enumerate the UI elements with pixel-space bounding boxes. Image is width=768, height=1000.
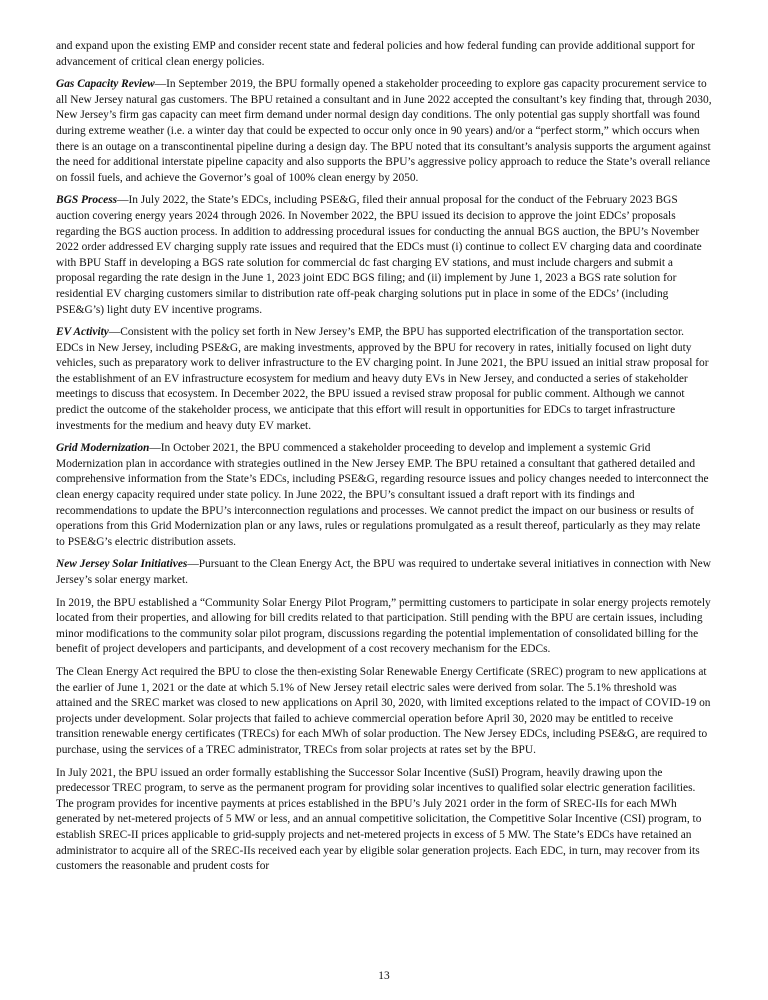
run-in-heading: New Jersey Solar Initiatives xyxy=(56,558,188,571)
paragraph-ev-activity xyxy=(56,325,712,434)
page-number: 13 xyxy=(378,970,390,982)
paragraph-emp-continuation xyxy=(56,39,712,70)
paragraph-text: The Clean Energy Act required the BPU to close the then-existing Solar Renewable Energy Certificate (SREC) program to new applications at the earlier of June 1, 2021 or the date at which 5.1% of New Jersey retail electric sales were derived from solar. The 5.1% threshold was attained and the SREC market was closed to new applications on April 30, 2020, with limited exceptions related to the impact of COVID-19 on projects under development. Solar projects that failed to achieve commercial operation before April 30, 2020 may be entitled to receive transition renewable energy certificates (TRECs) for each MWh of solar production. The New Jersey EDCs, including PSE&G, are required to purchase, using the services of a TREC administrator, TRECs from solar projects at rates set by the BPU. xyxy=(56,665,711,756)
paragraph-text: —In July 2022, the State’s EDCs, including PSE&G, filed their annual proposal for the conduct of the February 2023 BGS auction covering energy years 2024 through 2026. In November 2022, the BPU issued its decision to approve the joint EDCs’ proposals regarding the BGS auction process. In addition to addressing procedural issues for conducting the annual BGS auction, the BPU’s November 2022 order addressed EV charging supply rate issues and required that the EDCs must (i) continue to collect EV charging data and coordinate with BPU Staff in developing a BGS rate solution for commercial dc fast charging EV stations, and must include chargers and submit a proposal regarding the rate design in the June 1, 2023 joint EDC BGS filing; and (ii) implement by June 1, 2023 a BGS rate solution for residential EV charging customers similar to distribution rate off-peak charging solutions put in place in some of the EDCs’ (including PSE&G’s) light duty EV incentive programs. xyxy=(56,194,702,316)
paragraph-text: —Pursuant to the Clean Energy Act, the BPU was required to undertake several initiatives in connection with New Jersey’s solar energy market. xyxy=(56,558,711,586)
run-in-heading: Grid Modernization xyxy=(56,442,150,455)
paragraph-srec-program xyxy=(56,665,712,759)
document-page xyxy=(56,39,712,882)
paragraph-text: —Consistent with the policy set forth in New Jersey’s EMP, the BPU has supported electrification of the transportation sector. EDCs in New Jersey, including PSE&G, are making investments, approved by the BPU for recovery in rates, initially focused on light duty vehicles, such as preparatory work to deliver infrastructure to the EV charging point. In June 2021, the BPU issued an initial straw proposal for the establishment of an EV infrastructure ecosystem for medium and heavy duty EVs in New Jersey, and conducted a series of stakeholder meetings to discuss that ecosystem. In December 2022, the BPU issued a revised straw proposal for public comment. Although we cannot predict the outcome of the stakeholder process, we anticipate that this effort will result in opportunities for EDCs to target infrastructure investments for the medium and heavy duty EV market. xyxy=(56,326,709,432)
run-in-heading: EV Activity xyxy=(56,326,109,339)
paragraph-susi-program xyxy=(56,766,712,875)
paragraph-text: In 2019, the BPU established a “Community Solar Energy Pilot Program,” permitting customers to participate in solar energy projects remotely located from their properties, and allowing for bill credits related to that participation. Still pending with the BPU are certain issues, including minor modifications to the community solar pilot program, discussions regarding the potential implementation of consolidated billing for the benefit of project developers and participants, and development of a cost recovery mechanism for the EDCs. xyxy=(56,596,711,656)
run-in-heading: BGS Process xyxy=(56,194,118,207)
paragraph-grid-modernization xyxy=(56,441,712,550)
paragraph-gas-capacity-review xyxy=(56,77,712,186)
paragraph-nj-solar-initiatives xyxy=(56,557,712,588)
paragraph-text: In July 2021, the BPU issued an order formally establishing the Successor Solar Incentive (SuSI) Program, heavily drawing upon the predecessor TREC program, to serve as the permanent program for providing solar incentives to qualified solar electric generation facilities. The program provides for incentive payments at prices established in the BPU’s July 2021 order in the form of SREC-IIs for each MWh generated by net-metered projects of 5 MW or less, and an annual competitive solicitation, the Competitive Solar Incentive (CSI) program, to establish SREC-II prices applicable to grid-supply projects and net-metered projects in excess of 5 MW. The State’s EDCs have retained an administrator to acquire all of the SREC-IIs received each year by eligible solar generation projects. Each EDC, in turn, may recover from its customers the reasonable and prudent costs for xyxy=(56,766,702,873)
paragraph-community-solar xyxy=(56,596,712,658)
paragraph-text: and expand upon the existing EMP and consider recent state and federal policies and how federal funding can provide additional support for advancement of critical clean energy policies. xyxy=(56,40,695,68)
paragraph-text: —In September 2019, the BPU formally opened a stakeholder proceeding to explore gas capacity procurement service to all New Jersey natural gas customers. The BPU retained a consultant and in June 2022 accepted the consultant’s key finding that, through 2030, New Jersey’s firm gas capacity can meet firm demand under normal design day conditions. The only potential gas supply shortfall was found during extreme weather (i.e. a winter day that could be expected to occur only once in 90 years) and/or a “perfect storm,” which occurs when there is an outage on a transcontinental pipeline during a design day. The BPU noted that its consultant’s analysis supports the argument against the need for additional interstate pipeline capacity and also supports the BPU’s aggressive policy approach to reduce the State’s overall reliance on fossil fuels, and achieve the Governor’s goal of 100% clean energy by 2050. xyxy=(56,78,712,184)
paragraph-text: —In October 2021, the BPU commenced a stakeholder proceeding to develop and implement a systemic Grid Modernization plan in accordance with strategies outlined in the New Jersey EMP. The BPU retained a consultant that gathered detailed and comprehensive information from the State’s EDCs, including PSE&G, regarding resource issues and policy changes needed to interconnect the clean energy capacity required under state policy. In June 2022, the BPU’s consultant issued a draft report with its findings and recommendations to update the BPU’s interconnection regulations and processes. We cannot predict the impact on our business or results of operations from this Grid Modernization plan or any laws, rules or regulations promulgated as a result thereof, particularly as they may relate to PSE&G’s electric distribution assets. xyxy=(56,442,709,548)
run-in-heading: Gas Capacity Review xyxy=(56,78,155,91)
paragraph-bgs-process xyxy=(56,193,712,318)
